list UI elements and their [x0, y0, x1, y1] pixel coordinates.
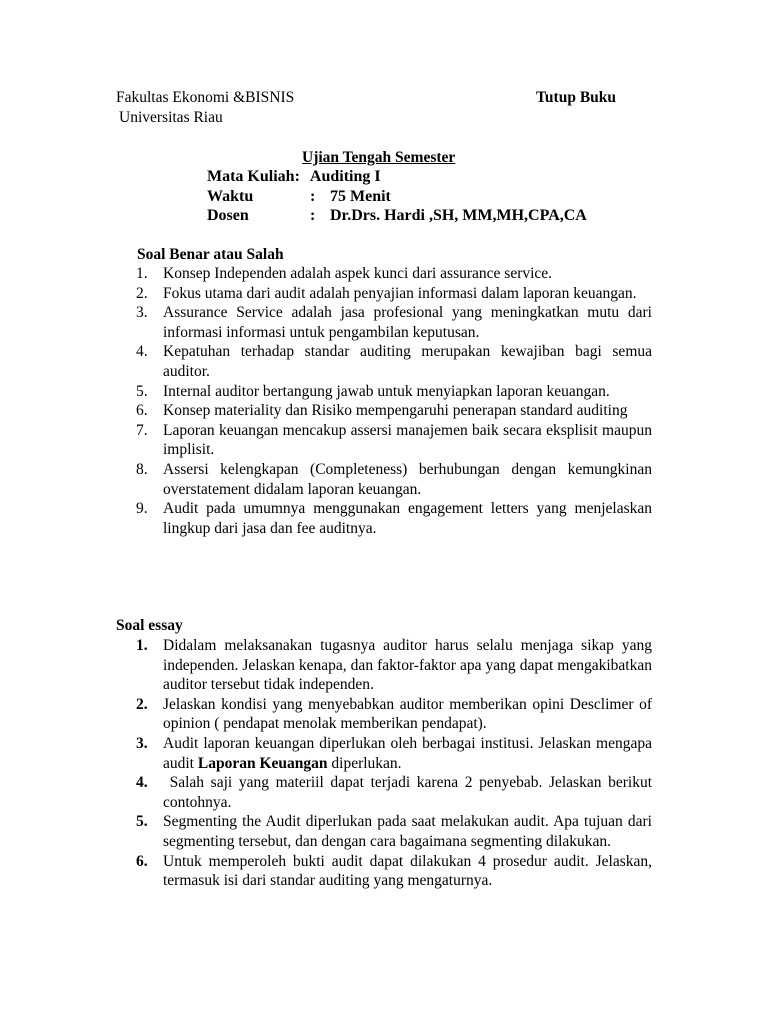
list-item — [136, 460, 652, 499]
true-false-heading: Soal Benar atau Salah — [137, 246, 284, 263]
item-text: Didalam melaksanakan tugasnya auditor harus selalu menjaga sikap yang independen. Jelaskan kenapa, dan faktor-faktor apa yang dapat mengakibatkan auditor tersebut tidak independen. — [163, 637, 652, 694]
item-text: Assersi kelengkapan (Completeness) berhubungan dengan kemungkinan overstatement didalam laporan keuangan. — [163, 460, 652, 498]
course-label: Mata Kuliah: — [207, 168, 300, 185]
item-text: Salah saji yang materiil dapat terjadi karena 2 penyebab. Jelaskan berikut contohnya. — [163, 774, 656, 811]
item-number: 5. — [136, 382, 148, 400]
list-item — [136, 284, 652, 304]
true-false-list — [136, 264, 652, 538]
list-item — [136, 636, 652, 695]
item-number: 3. — [136, 304, 148, 322]
time-label: Waktu — [207, 188, 254, 205]
list-item — [136, 499, 652, 538]
closed-book-label: Tutup Buku — [536, 89, 617, 106]
list-item — [136, 303, 652, 342]
item-text-before: Audit laporan keuangan diperlukan oleh berbagai institusi. Jelaskan mengapa audit — [163, 734, 652, 772]
item-text-bold: Laporan Keuangan — [197, 754, 328, 772]
course-value: Auditing I — [309, 168, 381, 185]
time-separator: : — [310, 188, 316, 205]
item-number: 1. — [136, 637, 148, 654]
list-item — [136, 812, 652, 851]
list-item — [136, 421, 652, 460]
item-number: 4. — [136, 343, 148, 361]
course-row — [207, 168, 381, 186]
faculty-name: Fakultas Ekonomi &BISNIS — [116, 89, 295, 106]
item-text: Internal auditor bertangung jawab untuk menyiapkan laporan keuangan. — [163, 382, 610, 400]
list-item — [136, 342, 652, 381]
item-number: 5. — [136, 813, 148, 831]
list-item — [136, 264, 652, 284]
list-item — [136, 401, 652, 421]
item-number: 2. — [136, 284, 148, 302]
item-text: Segmenting the Audit diperlukan pada saat melakukan audit. Apa tujuan dari segmenting tersebut, dan dengan cara bagaimana segmenting dilakukan. — [163, 813, 652, 850]
item-number: 8. — [136, 460, 148, 478]
time-value: 75 Menit — [330, 188, 391, 205]
essay-list — [136, 636, 656, 891]
item-number: 6. — [136, 402, 148, 420]
item-number: 9. — [136, 500, 148, 518]
item-text: Fokus utama dari audit adalah penyajian informasi dalam laporan keuangan. — [163, 284, 637, 302]
item-text: Kepatuhan terhadap standar auditing merupakan kewajiban bagi semua auditor. — [163, 343, 652, 380]
item-number: 4. — [136, 774, 148, 792]
item-text: Audit pada umumnya menggunakan engagement letters yang menjelaskan lingkup dari jasa dan fee auditnya. — [163, 500, 652, 537]
university-name: Universitas Riau — [119, 109, 223, 126]
essay-heading: Soal essay — [116, 617, 183, 634]
item-number: 3. — [136, 734, 148, 752]
exam-title: Ujian Tengah Semester — [302, 149, 456, 166]
lecturer-label: Dosen — [207, 207, 249, 224]
item-text: Jelaskan kondisi yang menyebabkan auditor memberikan opini Desclimer of opinion ( pendapat menolak memberikan pendapat). — [163, 695, 652, 733]
list-item — [136, 734, 652, 773]
item-number: 1. — [136, 265, 148, 282]
list-item — [136, 852, 652, 891]
item-text: Untuk memperoleh bukti audit dapat dilakukan 4 prosedur audit. Jelaskan, termasuk isi dari standar auditing yang mengaturnya. — [163, 852, 652, 890]
item-text: Assurance Service adalah jasa profesional yang meningkatkan mutu dari informasi informasi untuk pengambilan keputusan. — [163, 304, 652, 341]
item-text-after: diperlukan. — [327, 754, 402, 772]
lecturer-value: Dr.Drs. Hardi ,SH, MM,MH,CPA,CA — [330, 207, 587, 224]
item-text: Laporan keuangan mencakup assersi manajemen baik secara eksplisit maupun implisit. — [163, 421, 652, 459]
item-number: 2. — [136, 695, 148, 713]
item-number: 6. — [136, 852, 148, 870]
list-item — [136, 773, 656, 812]
item-number: 7. — [136, 421, 148, 439]
lecturer-row — [207, 207, 587, 225]
time-row — [207, 188, 391, 206]
list-item — [136, 382, 652, 402]
item-text: Konsep materiality dan Risiko mempengaruhi penerapan standard auditing — [163, 402, 628, 420]
list-item — [136, 695, 652, 734]
item-text: Konsep Independen adalah aspek kunci dari assurance service. — [163, 265, 553, 282]
lecturer-separator: : — [310, 207, 316, 224]
